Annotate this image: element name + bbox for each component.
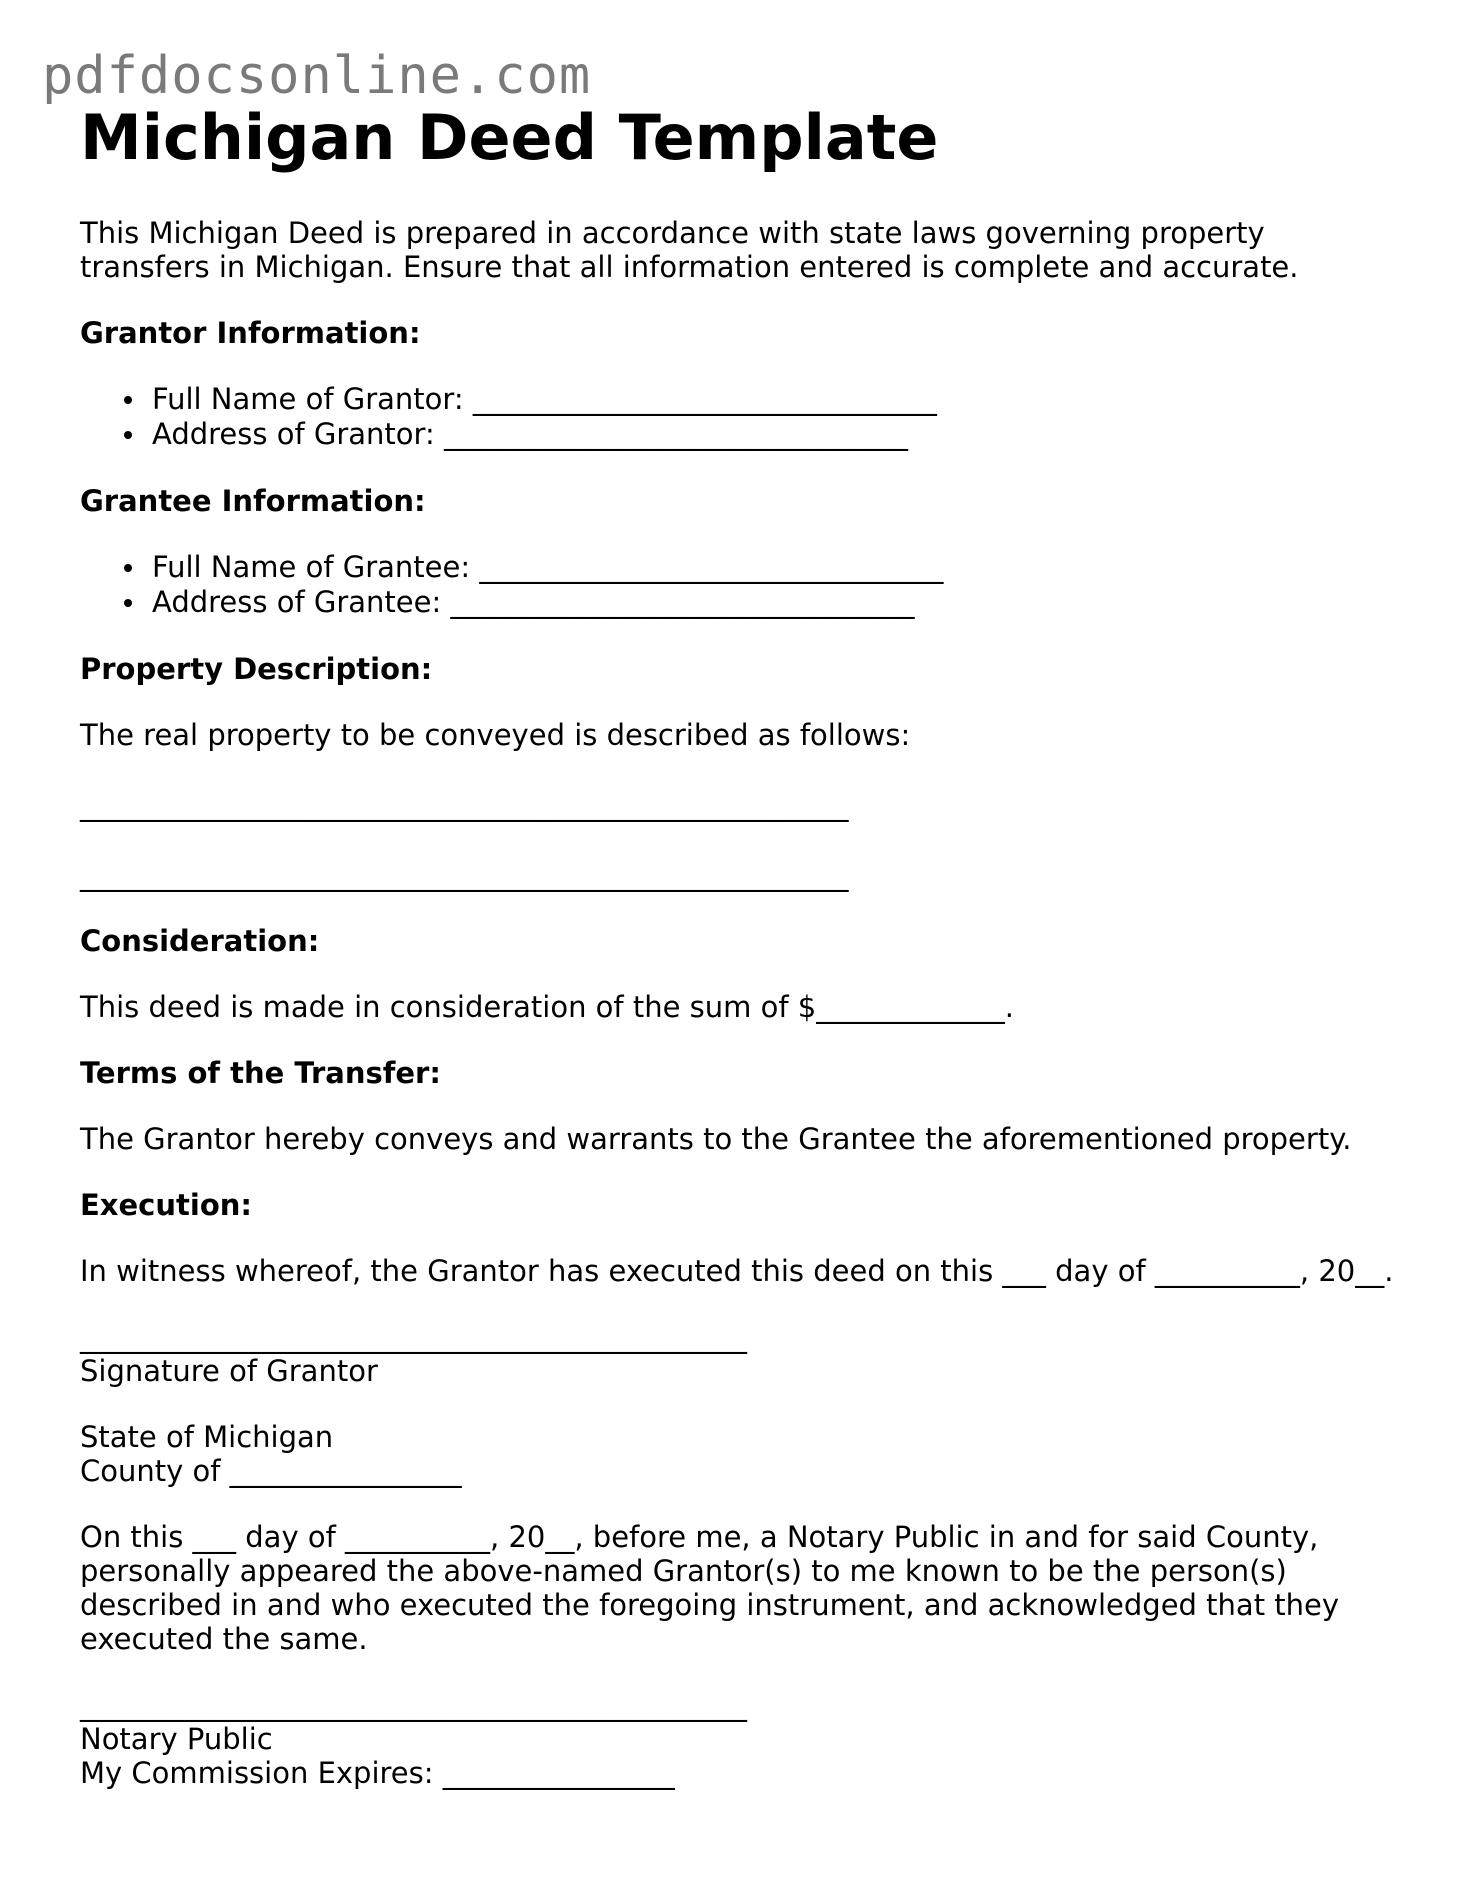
notary-signature-line: ______________________________________________ bbox=[80, 1688, 747, 1722]
deed-document bbox=[80, 102, 1410, 1790]
property-text: The real property to be conveyed is described as follows: bbox=[80, 718, 911, 752]
grantee-address-field: Address of Grantee: ________________________________ bbox=[152, 585, 1410, 620]
notary-text-line-2: personally appeared the above-named Grantor(s) to me known to be the person(s) bbox=[80, 1554, 1287, 1588]
notary-text-line-4: executed the same. bbox=[80, 1622, 368, 1656]
notary-text-line-3: described in and who executed the foregoing instrument, and acknowledged that they bbox=[80, 1588, 1340, 1622]
signature-label: Signature of Grantor bbox=[80, 1354, 378, 1388]
commission-expires-line: My Commission Expires: ________________ bbox=[80, 1756, 675, 1790]
execution-text: In witness whereof, the Grantor has executed this deed on this ___ day of __________, 20__. bbox=[80, 1254, 1394, 1288]
signature-line: ______________________________________________ bbox=[80, 1320, 747, 1354]
intro-line-2: transfers in Michigan. Ensure that all information entered is complete and accurate. bbox=[80, 250, 1299, 284]
terms-text: The Grantor hereby conveys and warrants to the Grantee the aforementioned property. bbox=[80, 1122, 1352, 1156]
property-blank-2: _____________________________________________________ bbox=[80, 858, 849, 892]
grantee-list bbox=[80, 550, 1410, 620]
property-blank-1: _____________________________________________________ bbox=[80, 788, 849, 822]
consideration-heading: Consideration: bbox=[80, 924, 320, 958]
state-line: State of Michigan bbox=[80, 1420, 334, 1454]
county-line: County of ________________ bbox=[80, 1454, 462, 1488]
execution-heading: Execution: bbox=[80, 1188, 252, 1222]
grantor-address-field: Address of Grantor: ________________________________ bbox=[152, 417, 1410, 452]
watermark: pdfdocsonline.com bbox=[42, 46, 592, 106]
document-title: Michigan Deed Template bbox=[80, 101, 939, 174]
notary-text-line-1: On this ___ day of __________, 20__, before me, a Notary Public in and for said County, bbox=[80, 1520, 1319, 1554]
terms-heading: Terms of the Transfer: bbox=[80, 1056, 441, 1090]
grantee-heading: Grantee Information: bbox=[80, 484, 426, 518]
property-heading: Property Description: bbox=[80, 652, 433, 686]
intro-line-1: This Michigan Deed is prepared in accordance with state laws governing property bbox=[80, 216, 1265, 250]
grantor-name-field: Full Name of Grantor: ________________________________ bbox=[152, 382, 1410, 417]
consideration-text: This deed is made in consideration of the sum of $_____________. bbox=[80, 990, 1014, 1024]
grantor-list bbox=[80, 382, 1410, 452]
notary-label: Notary Public bbox=[80, 1722, 273, 1756]
grantor-heading: Grantor Information: bbox=[80, 316, 421, 350]
grantee-name-field: Full Name of Grantee: ________________________________ bbox=[152, 550, 1410, 585]
